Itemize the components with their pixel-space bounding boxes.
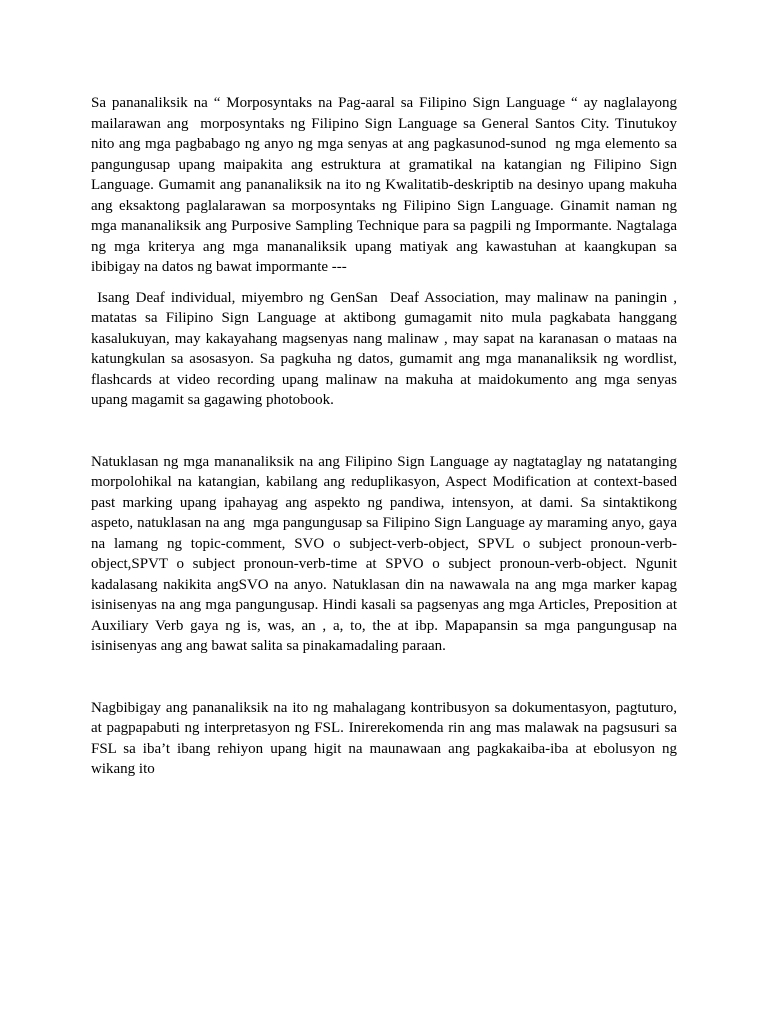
paragraph-conclusion: Nagbibigay ang pananaliksik na ito ng mahalagang kontribusyon sa dokumentasyon, pagtuturo, at pagpapabuti ng interpretasyon ng FSL. Inirerekomenda rin ang mas malawak na pagsusuri sa FSL sa iba’t ibang rehiyon upang higit na maunawaan ang pagkakaiba-iba at ebolusyon ng wikang ito [91, 699, 681, 777]
paragraph-spacer [91, 411, 677, 452]
paragraph-findings: Natuklasan ng mga mananaliksik na ang Filipino Sign Language ay nagtataglay ng natatanging morpolohikal na katangian, kabilang ang reduplikasyon, Aspect Modification at context-based past marking upang ipahayag ang aspekto ng pandiwa, intensyon, at dami. Sa sintaktikong aspeto, natuklasan na ang mga pangungusap sa Filipino Sign Language ay maraming anyo, gaya na lamang ng topic-comment, SVO o subject-verb-object, SPVL o subject pronoun-verb-object,SPVT o subject pronoun-verb-time at SPVO o subject pronoun-verb-object. Ngunit kadalasang nakikita angSVO na anyo. Natuklasan din na nawawala na ang mga marker kapag isinisenyas na ang mga pangungusap. Hindi kasali sa pagsenyas ang mga Articles, Preposition at Auxiliary Verb gaya ng is, was, an , a, to, the at ibp. Mapapansin sa mga pangungusap na isinisenyas ang ang bawat salita sa pinakamadaling paraan. [91, 453, 681, 654]
paragraph-spacer [91, 278, 677, 288]
paragraph-informant-criteria: Isang Deaf individual, miyembro ng GenSan Deaf Association, may malinaw na paningin , matatas sa Filipino Sign Language at aktibong gumagamit nito mula pagkabata hanggang kasalukuyan, may kakayahang magsenyas nang malinaw , may sapat na karanasan o mataas na katungkulan sa asosasyon. Sa pagkuha ng datos, gumamit ang mga mananaliksik ng wordlist, flashcards at video recording upang malinaw na makuha at maidokumento ang mga senyas upang magamit sa gagawing photobook. [91, 289, 681, 408]
document-page [91, 93, 681, 780]
paragraph-abstract-intro: Sa pananaliksik na “ Morposyntaks na Pag-aaral sa Filipino Sign Language “ ay naglalayong mailarawan ang morposyntaks ng Filipino Sign Language sa General Santos City. Tinutukoy nito ang mga pagbabago ng anyo ng mga senyas at ang pagkasunod-sunod ng mga elemento sa pangungusap upang maipakita ang estruktura at gramatikal na katangian ng Filipino Sign Language. Gumamit ang pananaliksik na ito ng Kwalitatib-deskriptib na desinyo upang makuha ang eksaktong paglalarawan sa morposyntaks ng Filipino Sign Language. Ginamit naman ng mga mananaliksik ang Purposive Sampling Technique para sa pagpili ng Impormante. Nagtalaga ng mga kriterya ang mga mananaliksik upang matiyak ang kawastuhan at kaangkupan sa ibibigay na datos ng bawat impormante --- [91, 95, 681, 275]
paragraph-spacer [91, 657, 677, 698]
